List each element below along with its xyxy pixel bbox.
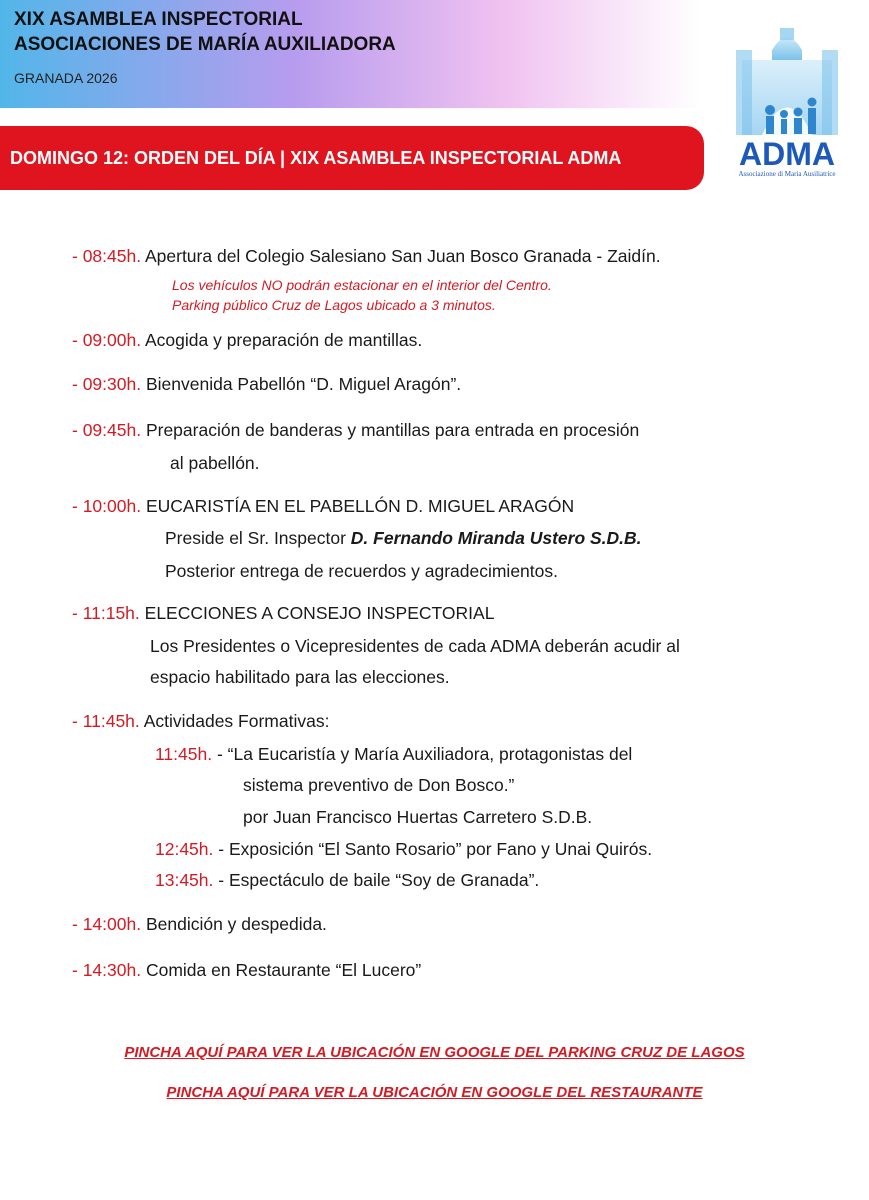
item-text-continued: Posterior entrega de recuerdos y agradecimientos. bbox=[165, 561, 558, 581]
schedule-item bbox=[72, 711, 329, 732]
presider-label: Preside el Sr. Inspector bbox=[165, 528, 346, 548]
item-text: Bendición y despedida. bbox=[145, 914, 327, 934]
sub-activity-time: 11:45h. bbox=[155, 744, 213, 764]
logo-wordmark: ADMA bbox=[739, 136, 835, 172]
parking-note-1: Los vehículos NO podrán estacionar en el interior del Centro. bbox=[172, 277, 552, 293]
item-text: Acogida y preparación de mantillas. bbox=[144, 330, 423, 350]
sub-activity-time: 13:45h. bbox=[155, 870, 214, 890]
item-time: - 08:45h. bbox=[72, 246, 142, 266]
schedule-item bbox=[72, 330, 422, 351]
sub-activity bbox=[155, 744, 632, 765]
schedule-item bbox=[72, 420, 639, 441]
day-title: DOMINGO 12: ORDEN DEL DÍA | XIX ASAMBLEA INSPECTORIAL ADMA bbox=[10, 148, 622, 168]
item-time: - 14:30h. bbox=[72, 960, 142, 980]
item-time: - 10:00h. bbox=[72, 496, 142, 516]
item-time: - 11:45h. bbox=[72, 711, 140, 731]
parking-location-link[interactable]: PINCHA AQUÍ PARA VER LA UBICACIÓN EN GOOGLE DEL PARKING CRUZ DE LAGOS bbox=[124, 1044, 745, 1061]
speaker-line: por Juan Francisco Huertas Carretero S.D.B. bbox=[243, 807, 593, 827]
schedule-item bbox=[72, 914, 327, 935]
item-text: Actividades Formativas: bbox=[143, 711, 330, 731]
event-title-line1: XIX ASAMBLEA INSPECTORIAL bbox=[14, 9, 303, 30]
inspector-name: D. Fernando Miranda Ustero S.D.B. bbox=[350, 528, 642, 548]
sub-activity-time: 12:45h. bbox=[155, 839, 214, 859]
sub-activity-text: - Espectáculo de baile “Soy de Granada”. bbox=[218, 870, 540, 890]
event-subtitle: GRANADA 2026 bbox=[14, 70, 118, 86]
schedule-item bbox=[72, 960, 421, 981]
item-text-continued: al pabellón. bbox=[170, 453, 260, 473]
item-text: EUCARISTÍA EN EL PABELLÓN D. MIGUEL ARAGÓN bbox=[145, 496, 575, 516]
presider-line bbox=[165, 528, 642, 549]
sub-activity-text: - Exposición “El Santo Rosario” por Fano y Unai Quirós. bbox=[218, 839, 653, 859]
sub-activity bbox=[155, 870, 539, 891]
restaurant-location-link[interactable]: PINCHA AQUÍ PARA VER LA UBICACIÓN EN GOOGLE DEL RESTAURANTE bbox=[166, 1084, 703, 1101]
item-text: Bienvenida Pabellón “D. Miguel Aragón”. bbox=[145, 374, 462, 394]
item-text-continued: sistema preventivo de Don Bosco.” bbox=[243, 775, 515, 795]
item-text: Apertura del Colegio Salesiano San Juan Bosco Granada - Zaidín. bbox=[144, 246, 661, 266]
schedule-item bbox=[72, 374, 461, 395]
sub-activity bbox=[155, 839, 652, 860]
logo-subtitle: Associazione di Maria Ausiliatrice bbox=[738, 170, 836, 178]
item-time: - 14:00h. bbox=[72, 914, 142, 934]
schedule-item bbox=[72, 603, 494, 624]
parking-note-2: Parking público Cruz de Lagos ubicado a 3 minutos. bbox=[172, 297, 496, 313]
item-time: - 09:30h. bbox=[72, 374, 142, 394]
item-text-continued: espacio habilitado para las elecciones. bbox=[150, 667, 450, 687]
item-time: - 09:00h. bbox=[72, 330, 142, 350]
item-text: Comida en Restaurante “El Lucero” bbox=[145, 960, 422, 980]
item-text: ELECCIONES A CONSEJO INSPECTORIAL bbox=[144, 603, 495, 623]
item-text-continued: Los Presidentes o Vicepresidentes de cada ADMA deberán acudir al bbox=[150, 636, 680, 656]
item-time: - 09:45h. bbox=[72, 420, 142, 440]
sub-activity-text: - “La Eucaristía y María Auxiliadora, protagonistas del bbox=[216, 744, 633, 764]
item-time: - 11:15h. bbox=[72, 603, 140, 623]
schedule-item bbox=[72, 246, 661, 267]
event-title-line2: ASOCIACIONES DE MARÍA AUXILIADORA bbox=[14, 34, 396, 55]
schedule-item bbox=[72, 496, 574, 517]
item-text: Preparación de banderas y mantillas para entrada en procesión bbox=[145, 420, 640, 440]
